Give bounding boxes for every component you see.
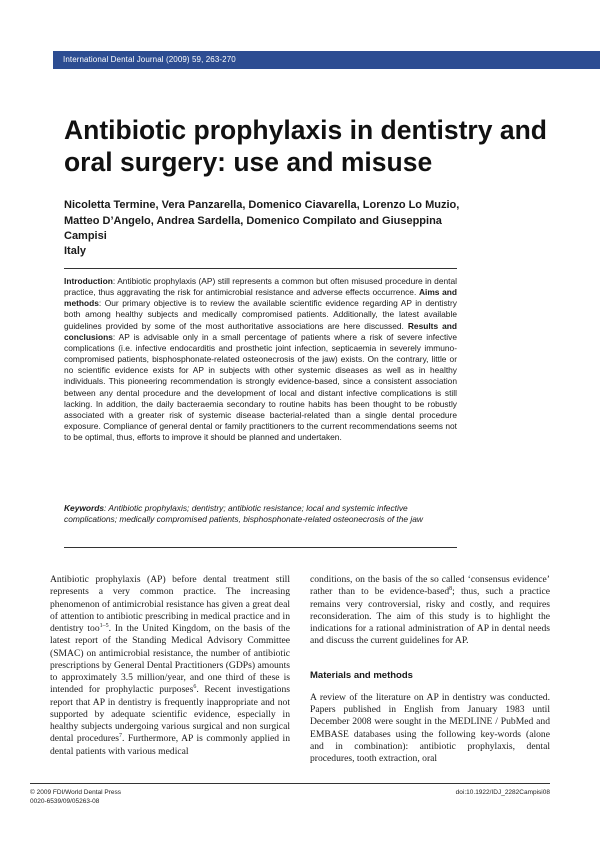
body-column-left (50, 574, 290, 758)
citation-ref: 7 (118, 733, 122, 740)
footer-right (456, 788, 550, 797)
intro-cont-text-2: ; thus, such a practice remains very controversial, risky and costly, and requires reconsideration. The aim of this study is to highlight the indications for a rational administration of AP in dental needs and discuss the current guidelines for AP. (310, 586, 550, 647)
article-title: Antibiotic prophylaxis in dentistry and oral surgery: use and misuse (64, 115, 547, 177)
author-affiliation: Italy (64, 245, 87, 257)
abstract-top-rule (64, 268, 457, 269)
footer-left (30, 788, 121, 806)
citation-ref: 1–5 (99, 622, 109, 629)
abstract-aims-text: : Our primary objective is to review the available scientific evidence regarding AP in dentistry both among healthy subjects and medically compromised patients. Additionally, the latest available guidelines provided by some of the most authoritative associations are here discussed. (64, 298, 457, 331)
abstract (64, 276, 457, 443)
intro-text-1: Antibiotic prophylaxis (AP) before dental treatment still represents a very common practice. The increasing phenomenon of antimicrobial resistance has given a great deal of attention to antibiotic prescribing in medical practice and in dentistry too (50, 574, 290, 634)
abstract-intro-text: : Antibiotic prophylaxis (AP) still represents a common but often misused procedure in dental practice, thus aggravating the risk for antimicrobial resistance and adverse effects occurrence. (64, 276, 457, 298)
abstract-bottom-rule (64, 547, 457, 548)
abstract-results-label: Results and conclusions (64, 320, 457, 342)
journal-citation: International Dental Journal (2009) 59, 263-270 (63, 55, 236, 64)
copyright: © 2009 FDI/World Dental Press (30, 789, 122, 796)
keywords (64, 503, 457, 525)
intro-text-2: . In the United Kingdom, on the basis of the latest report of the Standing Medical Advisory Committee (SMAC) on antimicrobial resistance, the number of antibiotic prescriptions by General Dental Practitioners (GDPs) amounts to approximately 3.5 million/year, and one third of these is intended for prophylactic purposes (50, 623, 290, 696)
intro-text-4: . Furthermore, AP is commonly applied in dental patients with various medical (50, 733, 290, 757)
abstract-results-text: : AP is advisable only in a small percentage of patients where a risk of severe infective complications (i.e. infective endocarditis and prosthetic joint infection, septicaemia in severely immuno-compromised patients, bisphosphonate-related osteonecrosis of the jaw) exists. On the contrary, little or no scientific evidence exists for AP in subjects with other systemic diseases as well as in healthy individuals. This pioneering recommendation is strongly evidence-based, since a consistent association between any dental procedure and the development of local and distant infective complications is still lacking. In addition, the daily bacteraemia secondary to routine habits has been thought to be robustly associated with a greater risk of systemic disease bacterial-related than a single dental procedure exposure. Compliance of general dental or family practitioners to the current recommendations seems not to be optimal, thus, efforts to improve it should be planned and undertaken. (64, 331, 457, 443)
keywords-text: : Antibiotic prophylaxis; dentistry; antibiotic resistance; local and systemic infective complications; medically compromised patients, bisphosphonate-related osteonecrosis of the jaw (64, 503, 423, 525)
citation-ref: 8 (449, 586, 453, 593)
author-list: Nicoletta Termine, Vera Panzarella, Domenico Ciavarella, Lorenzo Lo Muzio, Matteo D’Angelo, Andrea Sardella, Domenico Compilato and Giuseppina Campisi (64, 199, 460, 242)
citation-ref: 6 (193, 684, 197, 691)
intro-continuation (310, 574, 550, 648)
methods-paragraph: A review of the literature on AP in dentistry was conducted. Papers published in English from January 1983 until December 2008 were sought in the MEDLINE / PubMed and EMBASE databases using the following key-words (alone and in combination): antibiotic prophylaxis, dental procedures, tooth extraction, oral (310, 691, 550, 764)
issn: 0020-6539/09/05263-08 (30, 798, 100, 805)
intro-paragraph (50, 574, 290, 758)
intro-cont-text-1: conditions, on the basis of the so called ‘consensus evidence’ rather than to be evidence-based (310, 574, 550, 598)
journal-banner (53, 51, 600, 69)
methods-heading: Materials and methods (310, 669, 413, 681)
abstract-aims-label: Aims and methods (64, 287, 457, 309)
doi-link[interactable]: doi:10.1922/IDJ_2282Campisi08 (455, 789, 550, 796)
keywords-label: Keywords (64, 503, 105, 513)
body-column-right (310, 574, 550, 765)
intro-text-3: . Recent investigations report that AP in dentistry is frequently inappropriate and not supported by adequate scientific evidence, especially in healthy subjects undergoing various surgical and non surgical dental procedures (50, 684, 290, 745)
footer-rule (30, 783, 550, 784)
abstract-intro-label: Introduction (64, 276, 113, 286)
